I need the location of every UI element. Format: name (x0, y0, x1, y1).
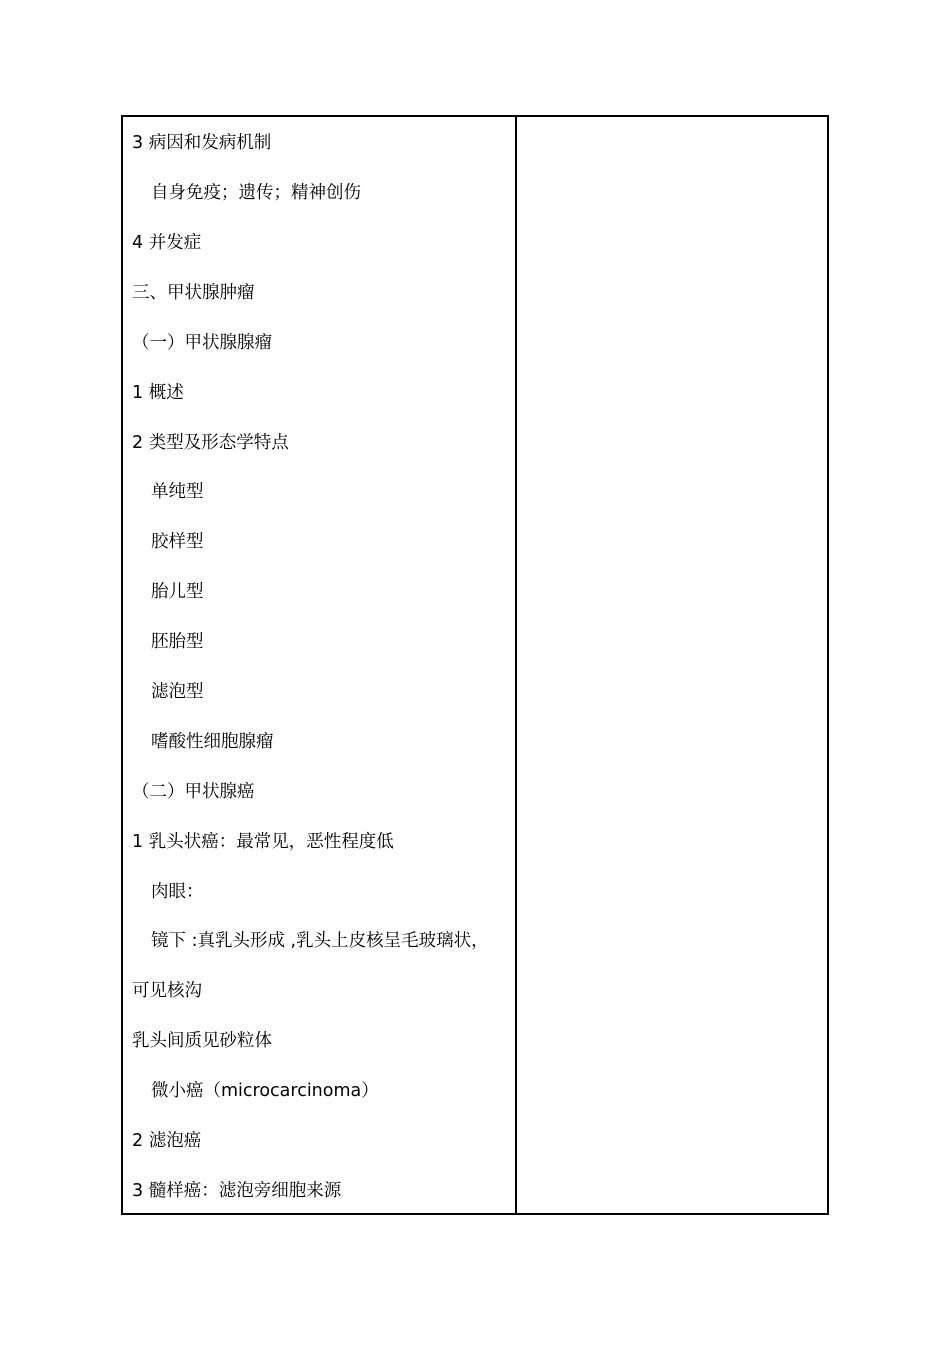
document-table (121, 115, 829, 1215)
text-line: 单纯型 (151, 482, 204, 502)
text-line: 乳头间质见砂粒体 (132, 1031, 272, 1051)
text-line: 2 类型及形态学特点 (132, 433, 289, 453)
text-line: 肉眼： (151, 882, 204, 902)
text-line: 滤泡型 (151, 682, 204, 702)
text-line: 2 滤泡癌 (132, 1131, 202, 1151)
text-line: 1 概述 (132, 383, 184, 403)
text-line: 胶样型 (151, 532, 204, 552)
text-line: 可见核沟 (132, 981, 202, 1001)
text-line: 自身免疫；遗传；精神创伤 (151, 183, 361, 203)
text-line: （一）甲状腺腺瘤 (132, 333, 272, 353)
text-line: 胚胎型 (151, 632, 204, 652)
text-line: 镜下 :真乳头形成 ,乳头上皮核呈毛玻璃状， (151, 931, 489, 951)
text-line: 3 病因和发病机制 (132, 133, 272, 153)
text-line: 三、甲状腺肿瘤 (132, 283, 255, 303)
text-line: （二）甲状腺癌 (132, 782, 255, 802)
table-right-column (517, 117, 827, 1213)
text-line: 嗜酸性细胞腺瘤 (151, 732, 274, 752)
text-line: 1 乳头状癌：最常见，恶性程度低 (132, 832, 394, 852)
text-line: 微小癌（microcarcinoma） (151, 1081, 379, 1101)
table-left-column (123, 117, 517, 1213)
text-line: 3 髓样癌：滤泡旁细胞来源 (132, 1181, 342, 1201)
text-line: 4 并发症 (132, 233, 202, 253)
text-line: 胎儿型 (151, 582, 204, 602)
